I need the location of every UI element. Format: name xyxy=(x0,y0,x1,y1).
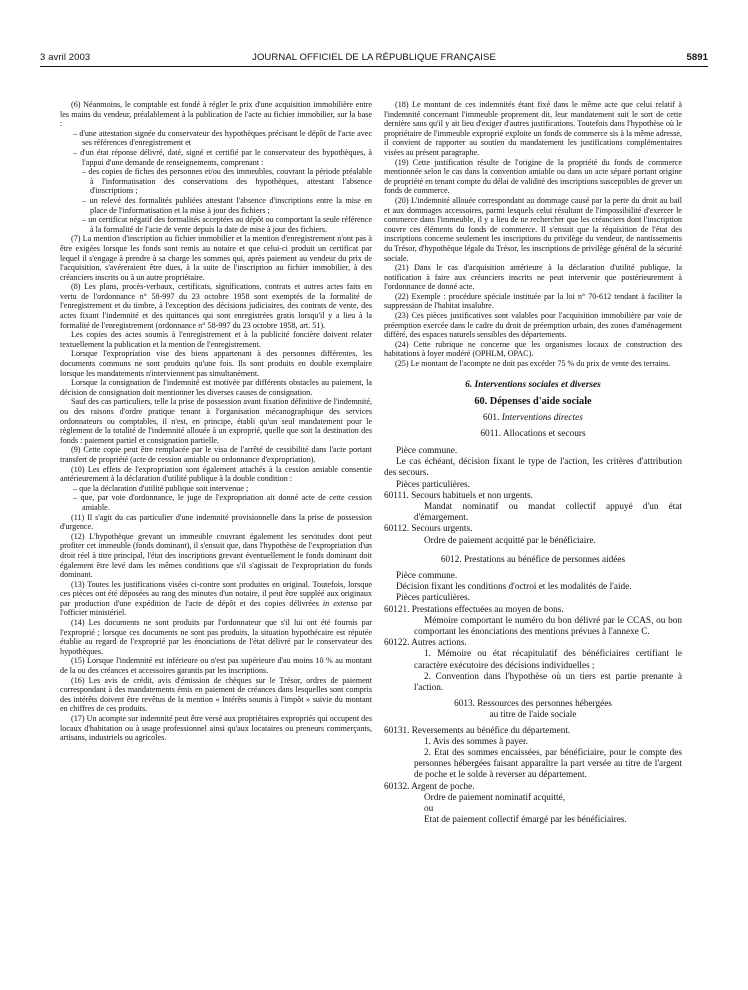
item-60132-or: ou xyxy=(424,804,434,815)
footnote-19: (19) Cette justification résulte de l'origine de la propriété du fonds de commerce mentionnée selon le cas dans la convention amiable ou dans un acte séparé portant origine de propriété en tenant compte du délai de validité des inscriptions susceptibles de grever un fonds de commerce. xyxy=(384,157,682,196)
footnote-14: (14) Les documents ne sont produits par l'ordonnateur que s'il lui ont été fournis par l'exproprié ; lorsque ces documents ne sont pas produits, la situation hypothécaire est réputée établie au regard de l'exproprié par les énonciations de l'état délivré par le conservateur des hypothèques. xyxy=(60,618,372,656)
left-column xyxy=(60,100,372,743)
footnote-20: (20) L'indemnité allouée correspondant au dommage causé par la perte du droit au bail et aux dommages accessoires, parmi lesquels celui résultant de l'impossibilité d'exercer le commerce dans l'immeuble, il y a lieu de ne rechercher que les créanciers dont l'inscription couvre ces éléments du fonds de commerce. Il s'ensuit que la réquisition de l'état des inscriptions concerne seulement les inscriptions du privilège du vendeur, de nantissements du Trésor, d'hypothèque légale du Trésor, les inscriptions de privilège général de la sécurité sociale. xyxy=(384,195,682,263)
header-rule xyxy=(40,66,708,67)
footnote-25: (25) Le montant de l'acompte ne doit pas excéder 75 % du prix de vente des terrains. xyxy=(395,359,671,369)
particular-pieces-label-2: Pièces particulières. xyxy=(396,593,470,604)
footnote-8-consignation: Lorsque la consignation de l'indemnité est motivée par différents obstacles au paiement, la décision de consignation doit mentionner les diverses causes de consignation. xyxy=(60,378,372,397)
footnote-16: (16) Les avis de crédit, avis d'émission de chèques sur le Trésor, ordres de paiement correspondant à des mandatements émis en paiement de créances dans lesquelles sont compris des intérêts doivent être revêtus de la mention « Intérêts soumis à l'impôt » suivie du montant en chiffres de ces produits. xyxy=(60,675,372,714)
footnote-13-italic: in extenso xyxy=(322,598,358,608)
item-60132-text-1: Ordre de paiement nominatif acquitté, xyxy=(424,792,566,803)
page-number: 5891 xyxy=(686,52,708,63)
item-60132: 60132. Argent de poche. xyxy=(384,781,475,792)
footnote-8-mandatement: Sauf des cas particuliers, telle la prise de possession avant fixation définitive de l'indemnité, ou des raisons d'ordre pratique tenant à l'organisation mécanographique des services ordonnateurs ou comptables, il n'est, en principe, établi qu'un seul mandatement pour le règlement de la totalité de l'indemnité allouée à un exproprié, quelle que soit la destination des fonds : paiement partiel et consignation partielle. xyxy=(60,397,372,445)
item-60131-text-1: 1. Avis des sommes à payer. xyxy=(424,736,528,747)
footnote-8: (8) Les plans, procès-verbaux, certificats, significations, contrats et autres actes faits en vertu de l'ordonnance n° 58-997 du 23 octobre 1958 sont exemptés de la formalité de l'enregistrement et du timbre, à l'exception des décisions judiciaires, des contrats de vente, des actes fixant l'indemnité et des quittances qui sont enregistrées gratis lorsqu'il y a lieu à la formalité de l'enregistrement (ordonnance n° 58-997 du 23 octobre 1958, art. 51). xyxy=(60,282,372,330)
section-6011-heading: 6011. Allocations et secours xyxy=(480,429,586,440)
footnote-21: (21) Dans le cas d'acquisition antérieure à la déclaration d'utilité publique, la notification à faire aux créanciers inscrits ne peut intervenir que postérieurement à l'ordonnance de donné acte. xyxy=(384,263,682,292)
section-6013-heading-line-2: au titre de l'aide sociale xyxy=(489,710,577,721)
footnote-24: (24) Cette rubrique ne concerne que les organismes locaux de construction des habitations à loyer modéré (OPHLM, OPAC). xyxy=(384,339,682,359)
item-60121-text: Mémoire comportant le numéro du bon délivré par le CCAS, ou bon comportant les énonciations des mentions prévues à l'annexe C. xyxy=(414,615,682,638)
footnote-11: (11) Il s'agit du cas particulier d'une indemnité provisionnelle dans la prise de possession d'urgence. xyxy=(60,512,372,532)
item-60131: 60131. Reversements au bénéfice du département. xyxy=(384,725,571,736)
footnote-17: (17) Un acompte sur indemnité peut être versé aux propriétaires expropriés qui occupent des locaux d'habitation ou à usage professionnel ainsi qu'aux locataires ou preneurs commerçants, artisans, industriels ou agricoles. xyxy=(60,714,372,743)
footnote-6-item-2: – d'un état réponse délivré, daté, signé et certifié par le conservateur des hypothèques, à l'appui d'une demande de renseignements, comprenant : xyxy=(73,147,372,167)
common-piece-text-2: Décision fixant les conditions d'octroi et les modalités de l'aide. xyxy=(396,582,632,593)
footnote-15: (15) Lorsque l'indemnité est inférieure ou n'est pas supérieure d'au moins 10 % au montant de la ou des créances et accessoires garantis par les inscriptions. xyxy=(60,656,372,676)
footnote-6: (6) Néanmoins, le comptable est fondé à régler le prix d'une acquisition immobilière entre les mains du vendeur, préalablement à la publication de l'acte au fichier immobilier, sur la base : xyxy=(60,100,372,129)
footnote-13-end: par l'officier ministériel. xyxy=(60,598,372,618)
item-60111-text: Mandat nominatif ou mandat collectif appuyé d'un état d'émargement. xyxy=(414,502,682,524)
item-60121: 60121. Prestations effectuées au moyen de bons. xyxy=(384,604,564,615)
common-piece-label: Pièce commune. xyxy=(396,446,458,456)
section-6-heading: 6. Interventions sociales et diverses xyxy=(465,379,601,390)
section-6012-heading: 6012. Prestations au bénéfice de personnes aidées xyxy=(440,554,626,565)
section-601-heading xyxy=(384,414,682,424)
section-6013-heading: 6013. Ressources des personnes hébergées xyxy=(454,699,612,710)
item-60132-text-2: Etat de paiement collectif émargé par les bénéficiaires. xyxy=(424,815,627,826)
item-60131-text-2: 2. Etat des sommes encaissées, par bénéficiaire, pour le compte des personnes hébergées faisant apparaître la part versée au titre de l'argent de poche et le solde à reverser au département. xyxy=(414,748,682,781)
footnote-6-subitem-3: – un certificat négatif des formalités acceptées au dépôt ou comportant la seule référence à la formalité de l'acte de vente depuis la date de mise à jour des fichiers. xyxy=(82,215,372,234)
footnote-6-subitem-1: – des copies de fiches des personnes et/ou des immeubles, couvrant la période préalable à l'informatisation des conservations des hypothèques, attestant l'absence d'inscriptions ; xyxy=(82,167,372,196)
section-601-number: 601. xyxy=(483,412,500,423)
item-60112-text: Ordre de paiement acquitté par le bénéficiaire. xyxy=(424,535,596,546)
item-60122: 60122. Autres actions. xyxy=(384,638,467,649)
footnote-13-text: (13) Toutes les justifications visées ci-contre sont produites en original. Toutefois, lorsque ces pièces ont été déposées au rang des minutes d'un notaire, il peut être suppléé aux originaux par production d'une expédition de l'acte de dépôt et des copies délivrées xyxy=(60,579,372,608)
footnote-8-copies: Les copies des actes soumis à l'enregistrement et à la publicité foncière doivent relater textuellement la publication et la mention de l'enregistrement. xyxy=(60,330,372,349)
header-date: 3 avril 2003 xyxy=(40,52,91,63)
header-title: JOURNAL OFFICIEL DE LA RÉPUBLIQUE FRANÇAISE xyxy=(252,52,496,63)
page-header xyxy=(40,52,708,66)
footnote-10-item-1: – que la déclaration d'utilité publique soit intervenue ; xyxy=(73,483,249,493)
footnote-10: (10) Les effets de l'expropriation sont également attachés à la cession amiable consentie antérieurement à la déclaration d'utilité publique à la double condition : xyxy=(60,464,372,484)
right-column xyxy=(384,100,682,827)
footnote-12: (12) L'hypothèque grevant un immeuble couvrant également les servitudes dont peut profiter cet immeuble (fonds dominant), il s'ensuit que, dans l'hypothèse de l'expropriation d'un droit réel à titre principal, l'état des inscriptions grevant éventuellement le fonds dominant doit également être levé dans les mêmes conditions que s'il s'agissait de l'expropriation du fonds dominant. xyxy=(60,531,372,580)
footnote-18: (18) Le montant de ces indemnités étant fixé dans le même acte que celui relatif à l'indemnité concernant l'immeuble proprement dit, leur mandatement suit le sort de cette dernière sans qu'il y ait lieu d'exiger d'autres justifications. Toutefois dans l'hypothèse où le propriétaire de l'immeuble exproprié exploite un fonds de commerce sis à la même adresse, il convient de rapporter au soutien du mandatement les justifications complémentaires visées au présent paragraphe. xyxy=(384,100,682,157)
section-6011-body xyxy=(384,446,682,827)
footnote-10-item-2: – que, par voie d'ordonnance, le juge de l'expropriation ait donné acte de cette cession amiable. xyxy=(73,493,372,512)
section-60-heading: 60. Dépenses d'aide sociale xyxy=(474,396,592,408)
item-60111: 60111. Secours habituels et non urgents. xyxy=(384,490,533,501)
item-60122-text-2: 2. Convention dans l'hypothèse où un tiers est partie prenante à l'action. xyxy=(414,671,682,694)
footnote-23: (23) Ces pièces justificatives sont valables pour l'acquisition immobilière par voie de préemption exercée dans le cadre du droit de préemption urbain, des zones d'aménagement différé, des espaces naturels sensibles des départements. xyxy=(384,311,682,340)
particular-pieces-label: Pièces particulières. xyxy=(396,479,470,490)
footnote-6-subitem-2: – un relevé des formalités publiées attestant l'absence d'inscriptions entre la mise en place de l'informatisation et la mise à jour des fichiers ; xyxy=(82,195,372,215)
section-601-title: Interventions directes xyxy=(501,412,583,423)
item-60122-text-1: 1. Mémoire ou état récapitulatif des bénéficiaires certifiant le caractère exécutoire des décisions individuelles ; xyxy=(414,649,682,671)
common-piece-text: Le cas échéant, décision fixant le type de l'action, les critères d'attribution des secours. xyxy=(384,457,682,479)
footnote-6-item-1: – d'une attestation signée du conservateur des hypothèques précisant le dépôt de l'acte avec ses références d'enregistrement et xyxy=(73,128,372,148)
footnote-8-expropriation: Lorsque l'expropriation vise des biens appartenant à des personnes différentes, les documents communs ne sont produits qu'une fois. Ils sont produits en double exemplaire lorsque les mandatements n'interviennent pas simultanément. xyxy=(60,349,372,378)
item-60112: 60112. Secours urgents. xyxy=(384,524,473,535)
footnote-7: (7) La mention d'inscription au fichier immobilier et la mention d'enregistrement n'ont pas à être exigées lorsque les fonds sont remis au notaire et que celui-ci produit un certificat par lequel il s'engage à prendre à sa charge les sommes qui, après paiement au vendeur du prix de l'acquisition, s'avéreraient être dues, à la suite de l'inscription au fichier immobilier, à des créanciers inscrits ou à un autre propriétaire. xyxy=(60,234,372,282)
footnote-13 xyxy=(60,580,372,618)
footnote-22: (22) Exemple : procédure spéciale instituée par la loi n° 70-612 tendant à faciliter la suppression de l'habitat insalubre. xyxy=(384,291,682,311)
footnote-9: (9) Cette copie peut être remplacée par le visa de l'arrêté de cessibilité dans l'acte portant transfert de propriété (acte de cession amiable ou ordonnance d'expropriation). xyxy=(60,445,372,464)
common-piece-label-2: Pièce commune. xyxy=(396,571,458,582)
